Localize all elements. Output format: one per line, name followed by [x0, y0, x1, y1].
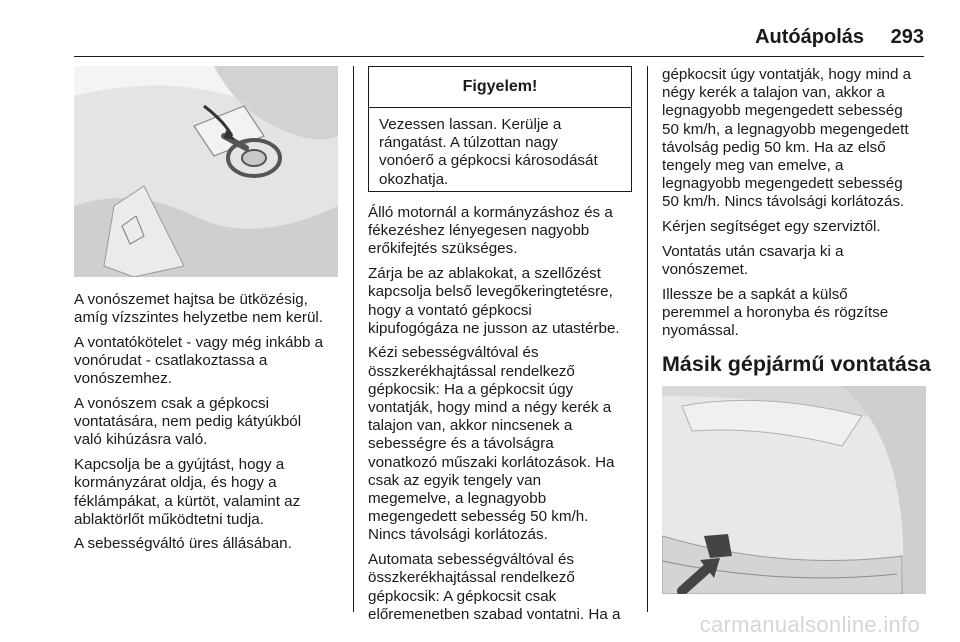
- paragraph: Kérjen segítséget egy szerviztől.: [662, 218, 881, 236]
- paragraph: Illessze be a sapkát a külső peremmel a horonyba és rögzítse nyomással.: [662, 285, 889, 340]
- header-rule: [74, 56, 924, 57]
- watermark: carmanualsonline.info: [699, 612, 920, 637]
- column-2: [368, 204, 640, 630]
- column-divider: [353, 66, 354, 612]
- column-1: [74, 291, 346, 560]
- paragraph: A vonószemet hajtsa be ütközésig, amíg vízszintes helyzetbe nem kerül.: [74, 291, 324, 327]
- paragraph: Vontatás után csavarja ki a vonószemet.: [662, 242, 844, 279]
- paragraph: A vontatókötelet - vagy még inkább a vonórudat - csatlakoztassa a vonószemhez.: [74, 333, 324, 388]
- rear-bumper-drawing: [662, 386, 926, 594]
- tow-eye-front-illustration: [74, 66, 338, 277]
- warning-title: Figyelem!: [369, 67, 631, 108]
- tow-eye-front-drawing: [74, 66, 338, 277]
- warning-text: Vezessen lassan. Kerülje a rángatást. A túlzottan nagy vonóerő a gépkocsi károsodását okozhatja.: [379, 116, 598, 188]
- page-number: 293: [890, 26, 924, 48]
- paragraph: Álló motornál a kormányzáshoz és a fékezéshez lényegesen nagyobb erőkifejtés szükséges.: [368, 204, 613, 258]
- paragraph: A vonószem csak a gépkocsi vontatására, nem pedig kátyúkból való kihúzásra való.: [74, 395, 302, 449]
- paragraph: Kézi sebességváltóval és összkerékhajtással rendelkező gépkocsik: Ha a gépkocsit úgy vontatják, hogy mind a négy kerék a talajon van, akkor nincsenek a sebességre és a távolságra vonatkozó műszaki korlátozások. Ha csak az egyik tengely van megemelve, a legnagyobb megengedett sebesség 50 km/h. Nincs távolsági korlátozás.: [368, 344, 615, 544]
- paragraph: A sebességváltó üres állásában.: [74, 535, 292, 553]
- column-3: [662, 66, 934, 347]
- warning-box: [368, 66, 632, 192]
- paragraph: Automata sebességváltóval és összkerékhajtással rendelkező gépkocsik: A gépkocsit csak előremenetben szabad vontatni. Ha a: [368, 551, 621, 623]
- paragraph: Kapcsolja be a gyújtást, hogy a kormányzárat oldja, és hogy a féklámpákat, a kürtöt, valamint az ablaktörlőt működtetni tudja.: [74, 456, 301, 528]
- chapter-title: Autóápolás: [755, 26, 864, 48]
- paragraph: gépkocsit úgy vontatják, hogy mind a négy kerék a talajon van, akkor a legnagyobb megengedett sebesség 50 km/h, a legnagyobb megengedett távolság pedig 50 km. Ha az első tengely meg van emelve, a legnagyobb megengedett sebesség 50 km/h. Nincs távolsági korlátozás.: [662, 66, 912, 211]
- page-header: [0, 0, 960, 60]
- column-divider: [647, 66, 648, 612]
- rear-tow-eye-illustration: [662, 386, 926, 594]
- section-heading: Másik gépjármű vontatása: [662, 352, 931, 376]
- paragraph: Zárja be az ablakokat, a szellőzést kapcsolja belső levegőkeringtetésre, hogy a vontató gépkocsi kipufogógáza ne jusson az utastérbe.: [368, 265, 620, 337]
